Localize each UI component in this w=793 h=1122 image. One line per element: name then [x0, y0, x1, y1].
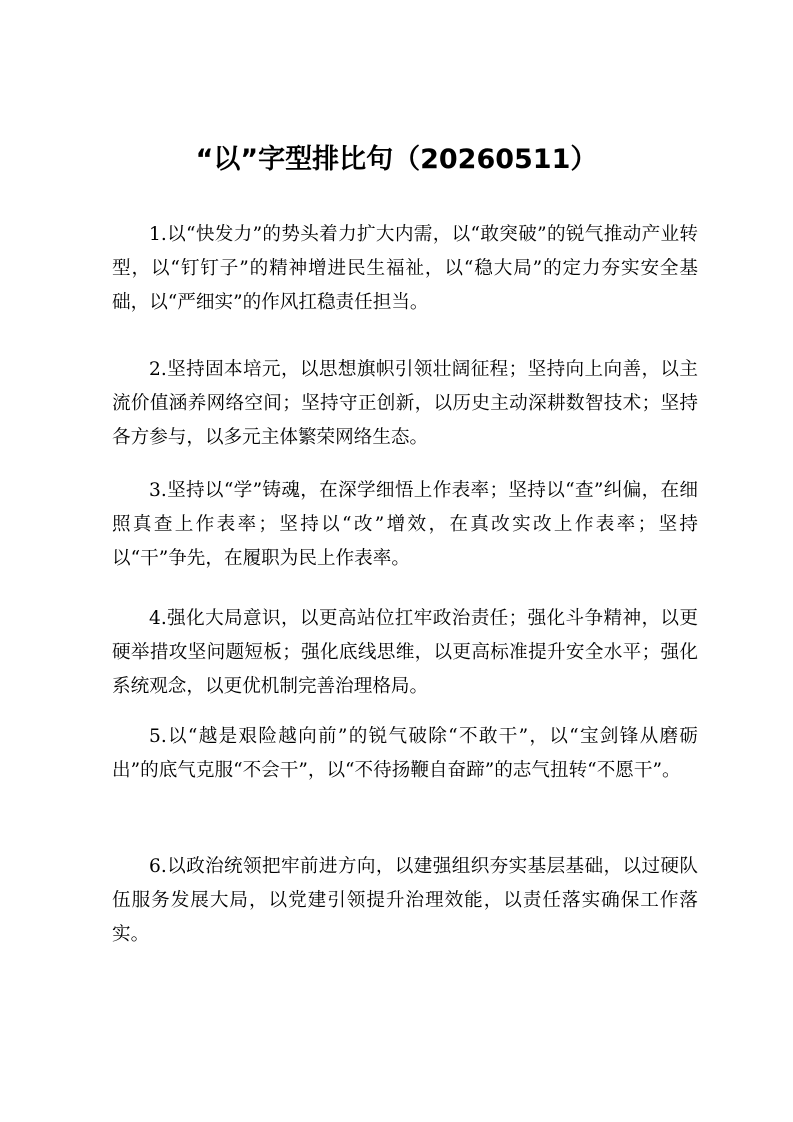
paragraph-1: 1.以“快发力”的势头着力扩大内需，以“敢突破”的锐气推动产业转型，以“钉钉子”的精神增进民生福祉，以“稳大局”的定力夯实安全基础，以“严细实”的作风扛稳责任担当。 [112, 224, 698, 313]
paragraph-4: 4.强化大局意识，以更高站位扛牢政治责任；强化斗争精神，以更硬举措攻坚问题短板；强化底线思维，以更高标准提升安全水平；强化系统观念，以更优机制完善治理格局。 [112, 608, 698, 697]
document-title: “以”字型排比句（20260511） [195, 144, 598, 175]
paragraph-3: 3.坚持以“学”铸魂，在深学细悟上作表率；坚持以“查”纠偏，在细照真查上作表率；坚持以“改”增效，在真改实改上作表率；坚持以“干”争先，在履职为民上作表率。 [112, 480, 698, 569]
paragraph-5: 5.以“越是艰险越向前”的锐气破除“不敢干”，以“宝剑锋从磨砺出”的底气克服“不会干”，以“不待扬鞭自奋蹄”的志气扭转“不愿干”。 [112, 726, 698, 781]
paragraph-2: 2.坚持固本培元，以思想旗帜引领壮阔征程；坚持向上向善，以主流价值涵养网络空间；坚持守正创新，以历史主动深耕数智技术；坚持各方参与，以多元主体繁荣网络生态。 [112, 359, 698, 448]
paragraph-6: 6.以政治统领把牢前进方向，以建强组织夯实基层基础，以过硬队伍服务发展大局，以党建引领提升治理效能，以责任落实确保工作落实。 [112, 856, 698, 945]
